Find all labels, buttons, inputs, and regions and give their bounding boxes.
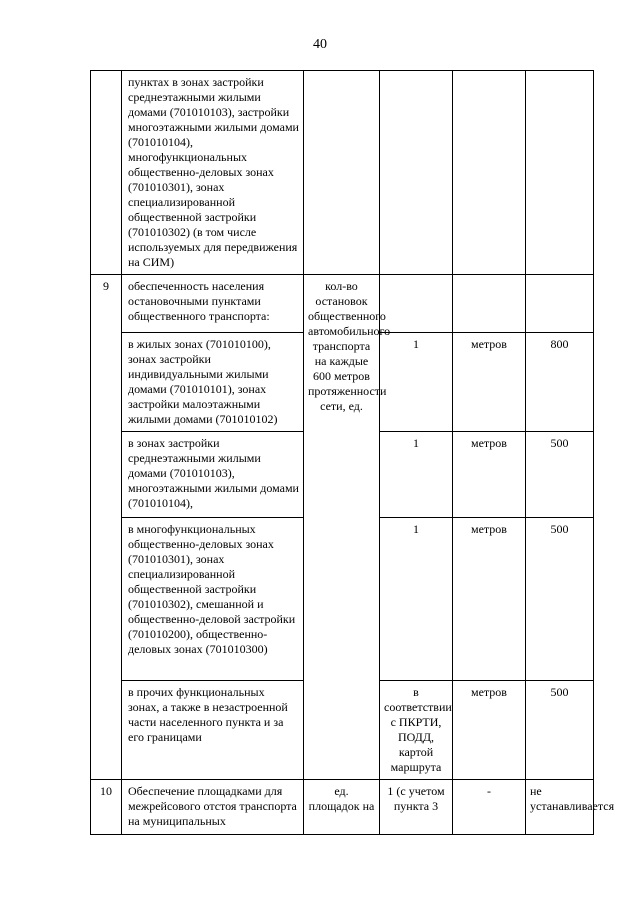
measure-cell: метров — [453, 681, 526, 780]
indicator-name-cell: в жилых зонах (701010100), зонах застройки индивидуальными жилыми домами (701010101), зонах застройки малоэтажными жилыми домами (701010102) — [122, 333, 304, 432]
limit-cell — [526, 275, 594, 333]
measure-cell: метров — [453, 432, 526, 518]
page-number: 40 — [313, 37, 327, 52]
measure-cell — [453, 71, 526, 275]
value-cell — [380, 71, 453, 275]
value-cell: в соответствии с ПКРТИ, ПОДД, картой маршрута — [380, 681, 453, 780]
table-row-continuation — [91, 71, 594, 275]
indicator-name-cell: в многофункциональных общественно-деловых зонах (701010301), зонах специализированной общественной застройки (701010302), смешанной и общественно-деловой застройки (701010200), общественно-деловых зонах (701010300) — [122, 518, 304, 681]
indicator-name-cell: пунктах в зонах застройки среднеэтажными жилыми домами (701010103), застройки многоэтажными жилыми домами (701010104), многофункциональных общественно-деловых зонах (701010301), зонах специализированной общественной застройки (701010302) (в том числе используемых для передвижения на СИМ) — [122, 71, 304, 275]
unit-cell: ед. площадок на — [304, 780, 380, 835]
limit-cell: 800 — [526, 333, 594, 432]
limit-cell — [526, 71, 594, 275]
value-cell: 1 — [380, 333, 453, 432]
indicator-name-cell: Обеспечение площадками для межрейсового отстоя транспорта на муниципальных — [122, 780, 304, 835]
unit-cell — [304, 71, 380, 275]
table-row-9 — [91, 275, 594, 333]
row-number-cell: 10 — [91, 780, 122, 835]
limit-cell: 500 — [526, 681, 594, 780]
value-cell: 1 — [380, 432, 453, 518]
row-number-cell: 9 — [91, 275, 122, 780]
indicator-name-cell: обеспеченность населения остановочными пунктами общественного транспорта: — [122, 275, 304, 333]
value-cell: 1 (с учетом пункта 3 — [380, 780, 453, 835]
unit-cell: кол-во остановок общественного автомобильного транспорта на каждые 600 метров протяженности сети, ед. — [304, 275, 380, 780]
measure-cell: - — [453, 780, 526, 835]
limit-cell: 500 — [526, 432, 594, 518]
measure-cell: метров — [453, 333, 526, 432]
row-number-cell — [91, 71, 122, 275]
regulations-table — [90, 70, 615, 835]
measure-cell — [453, 275, 526, 333]
measure-cell: метров — [453, 518, 526, 681]
indicator-name-cell: в зонах застройки среднеэтажными жилыми домами (701010103), многоэтажными жилыми домами (701010104), — [122, 432, 304, 518]
value-cell — [380, 275, 453, 333]
limit-cell: 500 — [526, 518, 594, 681]
indicator-name-cell: в прочих функциональных зонах, а также в незастроенной части населенного пункта и за его границами — [122, 681, 304, 780]
value-cell: 1 — [380, 518, 453, 681]
limit-cell: не устанавливается — [526, 780, 594, 835]
table-row-10 — [91, 780, 594, 835]
